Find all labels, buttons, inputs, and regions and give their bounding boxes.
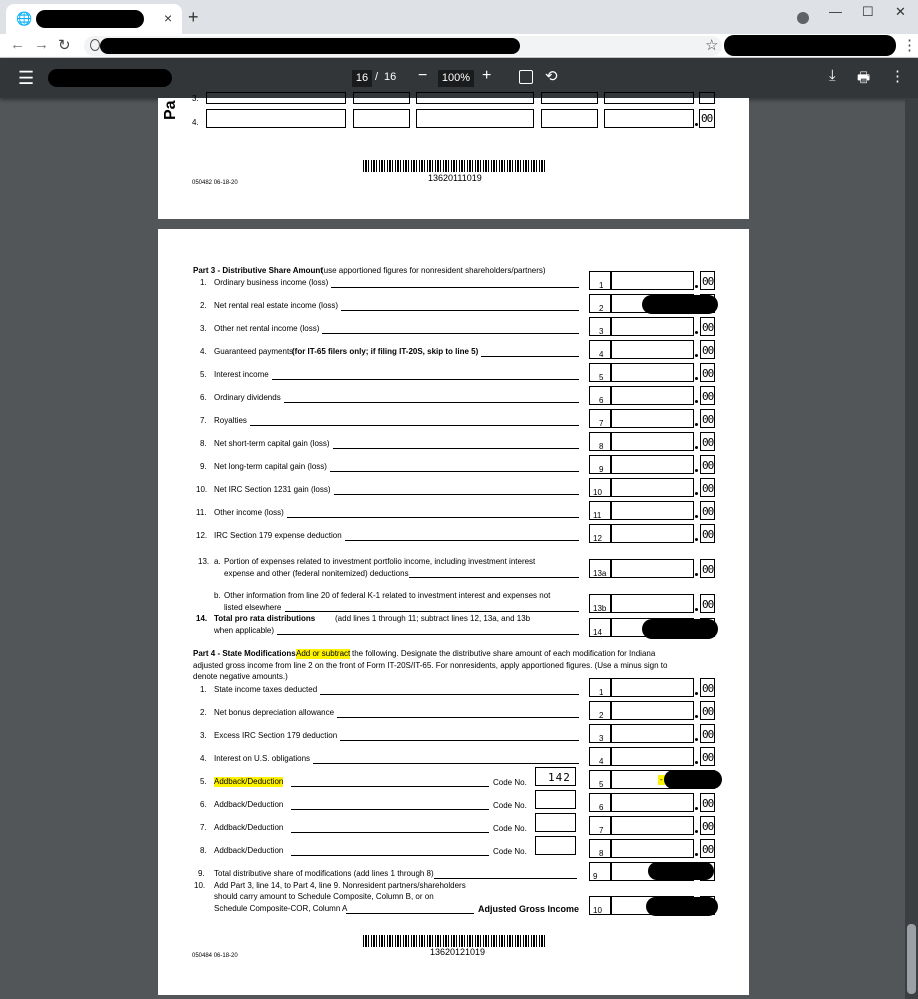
line-number: 4. xyxy=(200,347,207,356)
line-box-label xyxy=(589,816,611,835)
line-10-underline xyxy=(346,913,474,914)
line-number: 3. xyxy=(200,731,207,740)
line-10-text2: should carry amount to Schedule Composite, Column B, or on xyxy=(214,892,434,901)
part4-intro3: denote negative amounts.) xyxy=(193,672,288,681)
row-number: 4. xyxy=(192,118,199,127)
line-cents-field[interactable] xyxy=(700,432,715,451)
form-field[interactable] xyxy=(206,109,346,128)
line-label: Net long-term capital gain (loss) xyxy=(214,462,327,471)
zoom-in-icon[interactable]: + xyxy=(482,67,492,84)
line-14-box-number: 14 xyxy=(593,628,602,637)
cents-value: 00 xyxy=(702,528,714,541)
hamburger-menu-icon[interactable]: ☰ xyxy=(18,68,35,88)
line-amount-field[interactable] xyxy=(611,747,694,766)
adjusted-gross-income-label: Adjusted Gross Income xyxy=(478,904,580,914)
line-amount-field[interactable] xyxy=(611,271,694,290)
line-number: 1. xyxy=(200,278,207,287)
line-cents-field[interactable] xyxy=(700,701,715,720)
line-box-label xyxy=(589,524,611,543)
redacted-document-title xyxy=(48,69,172,87)
line-underline xyxy=(345,540,579,541)
cents-value: 00 xyxy=(702,820,714,833)
globe-icon: 🌐 xyxy=(16,11,33,26)
row-number: 3. xyxy=(192,94,199,103)
line-box-number: 1 xyxy=(599,688,604,697)
line-cents-field[interactable] xyxy=(700,340,715,359)
decimal-point xyxy=(695,331,698,334)
line-cents-field[interactable] xyxy=(700,839,715,858)
line-box-label xyxy=(589,678,611,697)
addback-deduction-label: Addback/Deduction xyxy=(214,846,284,855)
line-underline xyxy=(331,287,579,288)
line-10-text3: Schedule Composite-COR, Column A xyxy=(214,904,348,913)
line-label: Ordinary business income (loss) xyxy=(214,278,329,287)
code-no-label: Code No. xyxy=(493,801,527,810)
line-box-label xyxy=(589,770,611,789)
line-box-number: 8 xyxy=(599,849,604,858)
line-amount-field[interactable] xyxy=(611,524,694,543)
amount-minus-sign: - xyxy=(660,775,663,784)
line-cents-field[interactable] xyxy=(700,409,715,428)
line-box-number: 7 xyxy=(599,419,604,428)
line-underline xyxy=(333,448,579,449)
line-box-label xyxy=(589,363,611,382)
bookmark-star-icon[interactable]: ☆ xyxy=(705,37,719,54)
line-14-note: (add lines 1 through 11; subtract lines 12, 13a, and 13b xyxy=(335,614,531,623)
line-label: Interest income xyxy=(214,370,269,379)
part4-heading: Part 4 - State Modifications xyxy=(193,649,296,658)
line-13b-sub: b. xyxy=(214,591,221,600)
code-number-field[interactable] xyxy=(535,836,576,855)
line-amount-field[interactable] xyxy=(611,793,694,812)
line-box-label xyxy=(589,793,611,812)
line-number: 6. xyxy=(200,800,207,809)
line-cents-field[interactable] xyxy=(700,678,715,697)
decimal-point xyxy=(695,608,698,611)
line-underline xyxy=(291,832,489,833)
line-box-number: 5 xyxy=(599,373,604,382)
line-box-label xyxy=(589,409,611,428)
addback-deduction-label: Addback/Deduction xyxy=(214,800,284,809)
more-options-icon[interactable]: ⋮ xyxy=(890,68,905,85)
line-amount-field[interactable] xyxy=(611,386,694,405)
line-box-label xyxy=(589,317,611,336)
barcode xyxy=(363,160,547,172)
line-amount-field[interactable] xyxy=(611,816,694,835)
line-label: Net IRC Section 1231 gain (loss) xyxy=(214,485,331,494)
line-amount-field[interactable] xyxy=(611,678,694,697)
line-label: Net short-term capital gain (loss) xyxy=(214,439,330,448)
decimal-point xyxy=(695,738,698,741)
redacted-amount xyxy=(646,897,718,916)
line-number: 4. xyxy=(200,754,207,763)
line-box-number: 6 xyxy=(599,803,604,812)
line-cents-field[interactable] xyxy=(700,524,715,543)
line-13a-amount-field[interactable] xyxy=(611,559,694,578)
code-number-field[interactable] xyxy=(535,790,576,809)
line-label: State income taxes deducted xyxy=(214,685,318,694)
line-13b-text2: listed elsewhere xyxy=(224,603,282,612)
code-number-value: 142 xyxy=(548,771,571,784)
cents-value: 00 xyxy=(702,344,714,357)
line-label: Excess IRC Section 179 deduction xyxy=(214,731,338,740)
cents-field[interactable] xyxy=(699,109,715,128)
code-no-label: Code No. xyxy=(493,824,527,833)
code-number-field[interactable] xyxy=(535,767,576,786)
line-underline xyxy=(272,379,579,380)
zoom-out-icon[interactable]: − xyxy=(418,67,428,84)
line-cents-field[interactable] xyxy=(700,478,715,497)
line-13a-box-label xyxy=(589,559,611,578)
line-box-number: 8 xyxy=(599,442,604,451)
line-box-number: 4 xyxy=(599,350,604,359)
form-field[interactable] xyxy=(206,92,346,104)
part4-intro1: the following. Designate the distributive share amount of each modification for Indiana xyxy=(352,649,656,658)
form-field[interactable] xyxy=(416,92,534,104)
line-amount-field[interactable] xyxy=(611,317,694,336)
line-number: 12. xyxy=(196,531,208,540)
redacted-amount xyxy=(642,295,718,314)
line-number: 1. xyxy=(200,685,207,694)
line-cents-field[interactable] xyxy=(700,455,715,474)
line-bold-note: (for IT-65 filers only; if filing IT-20S, skip to line 5) xyxy=(292,347,479,356)
cents-value: 00 xyxy=(702,367,714,380)
line-box-number: 6 xyxy=(599,396,604,405)
line-13b-cents-field[interactable] xyxy=(700,594,715,613)
line-box-label xyxy=(589,724,611,743)
line-amount-field[interactable] xyxy=(611,501,694,520)
decimal-point xyxy=(695,377,698,380)
line-label: IRC Section 179 expense deduction xyxy=(214,531,342,540)
line-number: 8. xyxy=(200,846,207,855)
line-label: Interest on U.S. obligations xyxy=(214,754,311,763)
line-number: 10. xyxy=(196,485,208,494)
line-underline xyxy=(340,740,579,741)
line-box-number: 11 xyxy=(593,511,602,520)
decimal-point xyxy=(695,573,698,576)
line-box-number: 7 xyxy=(599,826,604,835)
download-icon[interactable]: ⤓ xyxy=(829,67,836,84)
redacted-amount xyxy=(642,619,718,639)
line-13b-box-label xyxy=(589,594,611,613)
line-13a-cents-field[interactable] xyxy=(700,559,715,578)
line-number: 6. xyxy=(200,393,207,402)
line-underline xyxy=(284,402,579,403)
line-box-label xyxy=(589,386,611,405)
line-10-text1: Add Part 3, line 14, to Part 4, line 9. Nonresident partners/shareholders xyxy=(214,881,466,890)
addback-deduction-label: Addback/Deduction xyxy=(214,823,284,832)
form-field[interactable] xyxy=(604,109,694,128)
print-icon[interactable]: 🖶 xyxy=(857,69,871,85)
line-9-box-number: 9 xyxy=(593,872,598,881)
decimal-point xyxy=(695,515,698,518)
pdf-page-15 xyxy=(158,94,749,219)
form-field[interactable] xyxy=(353,92,410,104)
line-amount-field[interactable] xyxy=(611,839,694,858)
decimal-point xyxy=(695,123,698,126)
cents-value: 00 xyxy=(702,843,714,856)
line-13b-box-number: 13b xyxy=(593,604,607,613)
url-input[interactable] xyxy=(84,36,722,56)
line-14-box-label xyxy=(589,618,611,637)
decimal-point xyxy=(695,715,698,718)
line-number: 2. xyxy=(200,708,207,717)
form-field[interactable] xyxy=(604,92,694,104)
line-label: Guaranteed payments xyxy=(214,347,294,356)
decimal-point xyxy=(695,807,698,810)
line-box-label xyxy=(589,340,611,359)
line-cents-field[interactable] xyxy=(700,317,715,336)
browser-tab[interactable] xyxy=(6,4,182,34)
line-10-box-number: 10 xyxy=(593,906,602,915)
line-label: Other net rental income (loss) xyxy=(214,324,320,333)
line-10-box-label xyxy=(589,896,611,915)
line-9-box-label xyxy=(589,862,611,881)
decimal-point xyxy=(695,354,698,357)
line-box-label xyxy=(589,501,611,520)
line-9-number: 9. xyxy=(198,869,205,878)
redacted-profile[interactable] xyxy=(724,35,896,56)
line-amount-field[interactable] xyxy=(611,724,694,743)
total-pages: 16 xyxy=(384,71,397,83)
line-box-label xyxy=(589,747,611,766)
browser-menu-icon[interactable]: ⋮ xyxy=(902,37,917,54)
line-label: Royalties xyxy=(214,416,247,425)
page-separator: / xyxy=(375,71,379,83)
line-10-number: 10. xyxy=(194,881,206,890)
line-amount-field[interactable] xyxy=(611,409,694,428)
line-14-number: 14. xyxy=(196,614,208,623)
cents-field[interactable] xyxy=(699,92,715,104)
part-side-label: Pa xyxy=(162,100,179,120)
code-no-label: Code No. xyxy=(493,847,527,856)
line-13b-amount-field[interactable] xyxy=(611,594,694,613)
site-info-icon[interactable] xyxy=(90,39,100,51)
line-amount-field[interactable] xyxy=(611,478,694,497)
cents-value: 00 xyxy=(702,728,714,741)
decimal-point xyxy=(695,423,698,426)
line-13a-box-number: 13a xyxy=(593,569,607,578)
line-box-label xyxy=(589,839,611,858)
zoom-level-input[interactable]: 100% xyxy=(438,70,474,87)
new-tab-button[interactable]: + xyxy=(188,7,199,27)
line-underline xyxy=(313,763,579,764)
line-number: 8. xyxy=(200,439,207,448)
back-arrow-icon[interactable]: ← xyxy=(10,36,25,53)
line-underline xyxy=(320,694,579,695)
line-13b-text1: Other information from line 20 of federal K-1 related to investment interest and expenses not xyxy=(224,591,551,600)
line-13a-text2: expense and other (federal nonitemized) deductions xyxy=(224,569,409,578)
line-14-note2: when applicable) xyxy=(214,626,275,635)
close-tab-button[interactable]: × xyxy=(164,10,173,26)
window-minimize-button[interactable]: — xyxy=(829,4,842,19)
line-number: 5. xyxy=(200,777,207,786)
line-label: Other income (loss) xyxy=(214,508,284,517)
tab-search-icon[interactable] xyxy=(797,12,809,24)
decimal-point xyxy=(695,853,698,856)
line-number: 9. xyxy=(200,462,207,471)
line-cents-field[interactable] xyxy=(700,363,715,382)
cents-value: 00 xyxy=(702,563,714,576)
decimal-point xyxy=(695,492,698,495)
forward-arrow-icon[interactable]: → xyxy=(34,36,49,53)
fit-to-page-icon[interactable] xyxy=(519,70,533,84)
line-number: 3. xyxy=(200,324,207,333)
code-no-label: Code No. xyxy=(493,778,527,787)
cents-value: 00 xyxy=(702,321,714,334)
line-cents-field[interactable] xyxy=(700,816,715,835)
line-13a-text1: Portion of expenses related to investment portfolio income, including investment interest xyxy=(224,557,536,566)
line-box-number: 9 xyxy=(599,465,604,474)
form-field[interactable] xyxy=(416,109,534,128)
rotate-icon[interactable]: ⟲ xyxy=(545,68,558,85)
line-9-underline xyxy=(434,878,577,879)
vertical-scrollbar[interactable] xyxy=(905,98,918,999)
redacted-amount xyxy=(648,862,714,880)
pdf-page-16 xyxy=(158,229,749,995)
highlighted-add-or-subtract: Add or subtract xyxy=(296,649,351,658)
line-underline xyxy=(322,333,579,334)
highlighted-addback-deduction-label: Addback/Deduction xyxy=(214,777,284,786)
decimal-point xyxy=(695,400,698,403)
browser-tab-bar xyxy=(0,0,918,34)
line-cents-field[interactable] xyxy=(700,747,715,766)
line-amount-field[interactable] xyxy=(611,701,694,720)
line-number: 5. xyxy=(200,370,207,379)
line-cents-field[interactable] xyxy=(700,793,715,812)
line-amount-field[interactable] xyxy=(611,340,694,359)
line-9-label: Total distributive share of modifications (add lines 1 through 8) xyxy=(214,869,434,878)
line-amount-field[interactable] xyxy=(611,363,694,382)
line-box-number: 12 xyxy=(593,534,602,543)
line-box-number: 3 xyxy=(599,734,604,743)
line-box-label xyxy=(589,432,611,451)
decimal-point xyxy=(695,469,698,472)
line-number: 11. xyxy=(196,508,207,517)
reload-icon[interactable]: ↻ xyxy=(58,37,71,54)
line-box-label xyxy=(589,478,611,497)
line-box-number: 2 xyxy=(599,304,604,313)
line-box-label xyxy=(589,455,611,474)
redacted-tab-title xyxy=(36,10,144,28)
address-bar xyxy=(0,34,918,58)
line-underline xyxy=(287,517,579,518)
cents-value: 00 xyxy=(702,413,714,426)
line-cents-field[interactable] xyxy=(700,271,715,290)
line-box-label xyxy=(589,701,611,720)
cents-value: 00 xyxy=(702,390,714,403)
line-label: Ordinary dividends xyxy=(214,393,281,402)
page-number-input[interactable]: 16 xyxy=(352,70,372,87)
barcode-number: 13620111019 xyxy=(428,173,482,183)
barcode xyxy=(363,935,547,947)
line-cents-field[interactable] xyxy=(700,386,715,405)
line-14-underline xyxy=(277,634,579,635)
window-maximize-button[interactable]: ☐ xyxy=(862,4,874,19)
line-underline xyxy=(341,310,579,311)
line-box-number: 3 xyxy=(599,327,604,336)
part3-heading: Part 3 - Distributive Share Amount xyxy=(193,266,323,275)
form-id: 050484 06-18-20 xyxy=(192,953,238,959)
line-13a-underline xyxy=(409,577,579,578)
line-13b-underline xyxy=(285,611,579,612)
line-amount-field[interactable] xyxy=(611,432,694,451)
cents-value: 00 xyxy=(702,505,714,518)
line-underline xyxy=(481,356,579,357)
cents-value: 00 xyxy=(702,797,714,810)
cents-value: 00 xyxy=(702,598,714,611)
line-cents-field[interactable] xyxy=(700,724,715,743)
scrollbar-thumb[interactable] xyxy=(907,924,916,994)
line-underline xyxy=(291,855,489,856)
line-number: 7. xyxy=(200,416,207,425)
line-number: 7. xyxy=(200,823,207,832)
window-close-button[interactable]: ✕ xyxy=(895,4,906,19)
line-underline xyxy=(291,786,489,787)
redacted-amount xyxy=(664,770,722,789)
barcode-number: 13620121019 xyxy=(430,947,486,957)
cents-value: 00 xyxy=(702,682,714,695)
part3-heading-note: (use apportioned figures for nonresident shareholders/partners) xyxy=(321,266,546,275)
line-underline xyxy=(334,494,579,495)
form-id: 050482 06-18-20 xyxy=(192,180,238,186)
line-label: Net rental real estate income (loss) xyxy=(214,301,339,310)
line-box-number: 2 xyxy=(599,711,604,720)
decimal-point xyxy=(695,830,698,833)
line-underline xyxy=(330,471,579,472)
line-box-number: 5 xyxy=(599,780,604,789)
cents-value: 00 xyxy=(702,436,714,449)
cents-value: 00 xyxy=(702,459,714,472)
line-box-label xyxy=(589,294,611,313)
cents-value: 00 xyxy=(701,112,713,125)
code-number-field[interactable] xyxy=(535,813,576,832)
line-underline xyxy=(291,809,489,810)
decimal-point xyxy=(695,285,698,288)
form-field[interactable] xyxy=(353,109,410,128)
decimal-point xyxy=(695,446,698,449)
line-13a-sub: a. xyxy=(214,557,221,566)
cents-value: 00 xyxy=(702,275,714,288)
line-underline xyxy=(250,425,579,426)
cents-value: 00 xyxy=(702,482,714,495)
line-13-number: 13. xyxy=(198,557,210,566)
decimal-point xyxy=(695,538,698,541)
line-number: 2. xyxy=(200,301,207,310)
part4-intro2: adjusted gross income from line 2 on the front of Form IT-20S/IT-65. For nonresidents, apply apportioned figures. (Use a minus sign to xyxy=(193,661,668,670)
line-box-number: 4 xyxy=(599,757,604,766)
cents-value: 00 xyxy=(702,751,714,764)
line-cents-field[interactable] xyxy=(700,501,715,520)
line-amount-field[interactable] xyxy=(611,455,694,474)
redacted-url xyxy=(100,38,520,54)
line-box-label xyxy=(589,271,611,290)
form-field[interactable] xyxy=(541,109,598,128)
decimal-point xyxy=(695,761,698,764)
line-box-number: 1 xyxy=(599,281,604,290)
cents-value: 00 xyxy=(702,705,714,718)
line-14-label: Total pro rata distributions xyxy=(214,614,316,623)
line-underline xyxy=(337,717,579,718)
form-field[interactable] xyxy=(541,92,598,104)
line-label: Net bonus depreciation allowance xyxy=(214,708,335,717)
decimal-point xyxy=(695,692,698,695)
line-box-number: 10 xyxy=(593,488,602,497)
